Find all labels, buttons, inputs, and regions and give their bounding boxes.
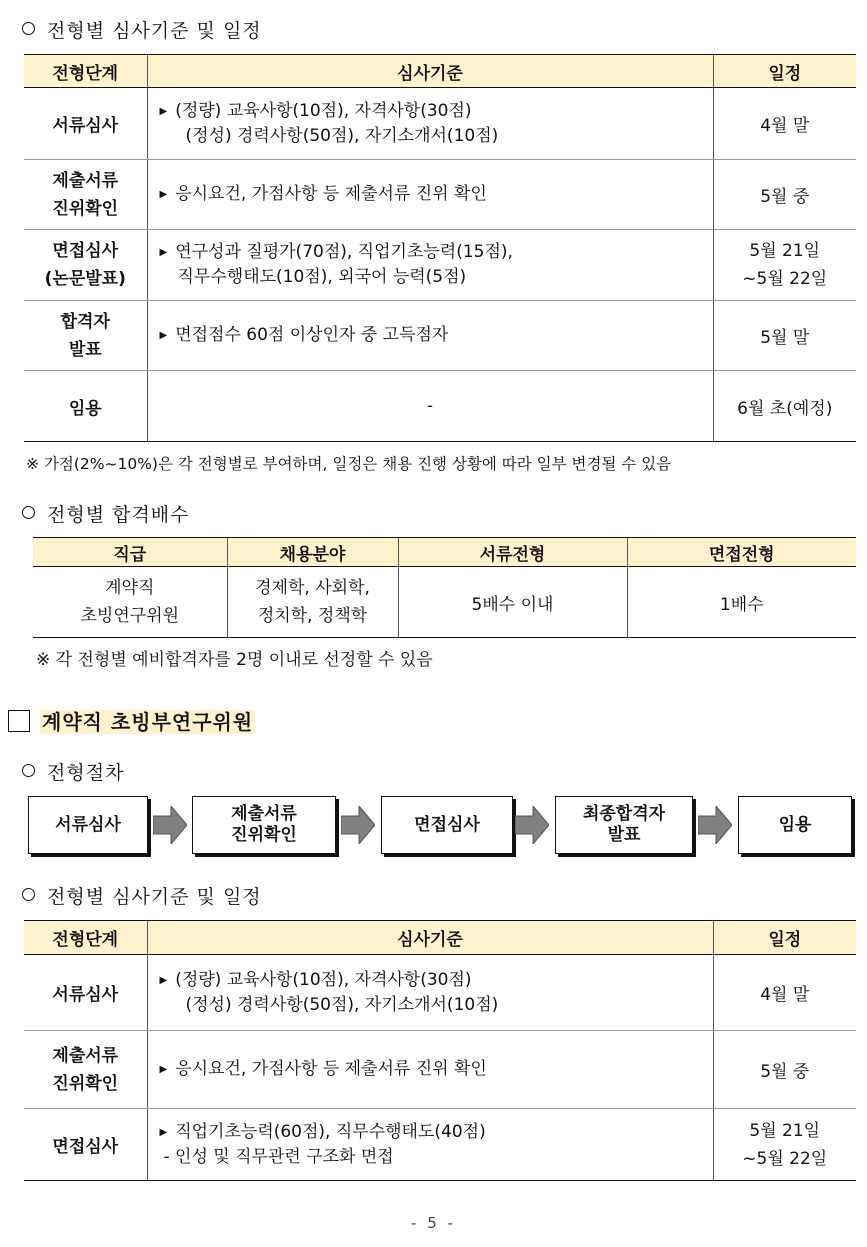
procedure-flow <box>28 796 856 854</box>
schedule-cell: 4월 말 <box>713 955 856 1031</box>
right-arrow-icon <box>698 806 732 844</box>
section-heading-pass-multiple: 전형별 합격배수 <box>22 500 190 527</box>
criteria-cell: ▶ 연구성과 질평가(70점), 직업기초능력(15점), 직무수행태도(10점), 외국어 능력(5점) <box>147 230 713 301</box>
circle-bullet-icon <box>22 764 35 777</box>
right-arrow-icon <box>341 806 375 844</box>
col-header-document: 서류전형 <box>398 538 627 567</box>
col-header-criteria: 심사기준 <box>147 55 713 88</box>
schedule-cell: 5월 중 <box>713 160 856 230</box>
flow-step: 면접심사 <box>381 796 513 854</box>
right-arrow-icon <box>153 806 187 844</box>
circle-bullet-icon <box>22 22 35 35</box>
schedule-cell: 5월 21일 ~5월 22일 <box>713 1109 856 1181</box>
col-header-interview: 면접전형 <box>627 538 856 567</box>
table-row <box>24 230 856 301</box>
table-row <box>24 1031 856 1109</box>
col-header-stage: 전형단계 <box>24 921 147 955</box>
stage-cell: 서류심사 <box>24 88 147 160</box>
criteria-cell: - <box>147 371 713 442</box>
criteria-cell: ▶ 직업기초능력(60점), 직무수행태도(40점) - 인성 및 직무관련 구조화 면접 <box>147 1109 713 1181</box>
schedule-table-2 <box>24 920 856 1181</box>
stage-cell: 서류심사 <box>24 955 147 1031</box>
field-cell: 경제학, 사회학, 정치학, 정책학 <box>227 567 398 638</box>
triangle-bullet-icon: ▶ <box>159 1126 168 1138</box>
section-heading-schedule: 전형별 심사기준 및 일정 <box>22 16 262 43</box>
triangle-bullet-icon: ▶ <box>159 974 168 986</box>
pass-multiple-table <box>33 537 856 638</box>
stage-cell: 제출서류 진위확인 <box>24 160 147 230</box>
table-row <box>33 567 856 638</box>
table-row <box>24 160 856 230</box>
schedule-cell: 5월 중 <box>713 1031 856 1109</box>
stage-cell: 임용 <box>24 371 147 442</box>
schedule-cell: 6월 초(예정) <box>713 371 856 442</box>
circle-bullet-icon <box>22 506 35 519</box>
schedule-table <box>24 54 856 442</box>
section-heading-schedule-2: 전형별 심사기준 및 일정 <box>22 882 262 909</box>
schedule-cell: 4월 말 <box>713 88 856 160</box>
criteria-cell: ▶ (정량) 교육사항(10점), 자격사항(30점) (정성) 경력사항(50점), 자기소개서(10점) <box>147 955 713 1031</box>
table-row <box>24 88 856 160</box>
stage-cell: 면접심사 (논문발표) <box>24 230 147 301</box>
page-number: - 5 - <box>411 1214 456 1232</box>
col-header-schedule: 일정 <box>713 55 856 88</box>
flow-step: 임용 <box>738 796 852 854</box>
triangle-bullet-icon: ▶ <box>159 1064 168 1075</box>
schedule-cell: 5월 21일 ~5월 22일 <box>713 230 856 301</box>
right-arrow-icon <box>515 806 549 844</box>
col-header-rank: 직급 <box>33 538 227 567</box>
table-row <box>24 1109 856 1181</box>
note-reserve-candidates: ※ 각 전형별 예비합격자를 2명 이내로 선정할 수 있음 <box>36 650 433 670</box>
triangle-bullet-icon: ▶ <box>159 247 168 258</box>
criteria-cell: ▶ 면접점수 60점 이상인자 중 고득점자 <box>147 301 713 371</box>
square-bullet-icon <box>8 710 30 732</box>
table-row <box>24 301 856 371</box>
flow-step: 서류심사 <box>28 796 148 854</box>
flow-step: 최종합격자 발표 <box>555 796 693 854</box>
col-header-field: 채용분야 <box>227 538 398 567</box>
col-header-criteria: 심사기준 <box>147 921 713 955</box>
triangle-bullet-icon: ▶ <box>159 330 168 341</box>
table-row <box>24 371 856 442</box>
table-row <box>24 955 856 1031</box>
note-bonus-points: ※ 가점(2%~10%)은 각 전형별로 부여하며, 일정은 채용 진행 상황에 따라 일부 변경될 수 있음 <box>26 455 672 473</box>
col-header-schedule: 일정 <box>713 921 856 955</box>
circle-bullet-icon <box>22 888 35 901</box>
section-heading-procedure: 전형절차 <box>22 758 124 785</box>
stage-cell: 제출서류 진위확인 <box>24 1031 147 1109</box>
criteria-cell: ▶ (정량) 교육사항(10점), 자격사항(30점) (정성) 경력사항(50점), 자기소개서(10점) <box>147 88 713 160</box>
flow-step: 제출서류 진위확인 <box>192 796 336 854</box>
criteria-cell: ▶ 응시요건, 가점사항 등 제출서류 진위 확인 <box>147 1031 713 1109</box>
stage-cell: 합격자 발표 <box>24 301 147 371</box>
schedule-cell: 5월 말 <box>713 301 856 371</box>
triangle-bullet-icon: ▶ <box>159 189 168 200</box>
rank-cell: 계약직 초빙연구위원 <box>33 567 227 638</box>
triangle-bullet-icon: ▶ <box>159 105 168 117</box>
col-header-stage: 전형단계 <box>24 55 147 88</box>
document-cell: 5배수 이내 <box>398 567 627 638</box>
section-heading-position: 계약직 초빙부연구위원 <box>8 706 255 735</box>
criteria-cell: ▶ 응시요건, 가점사항 등 제출서류 진위 확인 <box>147 160 713 230</box>
interview-cell: 1배수 <box>627 567 856 638</box>
stage-cell: 면접심사 <box>24 1109 147 1181</box>
